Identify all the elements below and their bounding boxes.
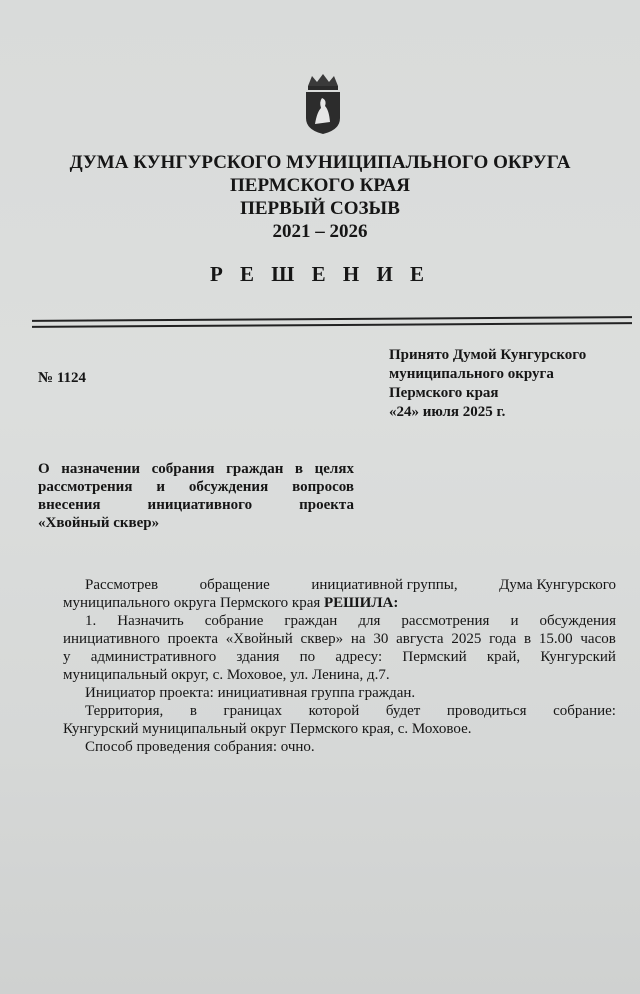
subject-line-1: О назначении собрания граждан в целях	[38, 461, 354, 477]
body-line: муниципального округа Пермского края РЕШИЛА:	[63, 595, 399, 611]
adoption-line-4: «24» июля 2025 г.	[389, 404, 506, 420]
header-line-3: ПЕРВЫЙ СОЗЫВ	[240, 198, 400, 219]
body-line: инициативного проекта «Хвойный сквер» на 30 августа 2025 года в 15.00 часов	[63, 631, 616, 647]
subject-line-2: рассмотрения и обсуждения вопросов	[38, 479, 354, 495]
header-line-2: ПЕРМСКОГО КРАЯ	[230, 175, 410, 196]
document-title: Р Е Ш Е Н И Е	[209, 262, 431, 286]
body-line: Кунгурский муниципальный округ Пермского края, с. Моховое.	[63, 721, 472, 737]
coat-of-arms-emblem	[302, 72, 344, 136]
adoption-line-1: Принято Думой Кунгурского	[389, 347, 587, 363]
adoption-info	[389, 346, 629, 422]
subject-line-4: «Хвойный сквер»	[38, 515, 160, 531]
subject-line-3: внесения инициативного проекта	[38, 497, 354, 513]
body-line: Инициатор проекта: инициативная группа граждан.	[85, 685, 416, 701]
decision-subject	[38, 460, 354, 532]
divider-rule	[32, 322, 632, 328]
resolved-keyword: РЕШИЛА:	[324, 595, 399, 611]
divider-rule	[32, 316, 632, 322]
body-line: муниципальный округ, с. Моховое, ул. Ленина, д.7.	[63, 667, 390, 683]
body-line: у административного здания по адресу: Пермский край, Кунгурский	[63, 649, 616, 665]
adoption-line-3: Пермского края	[389, 385, 499, 401]
body-line: 1. Назначить собрание граждан для рассмотрения и обсуждения	[85, 613, 616, 629]
decision-number: № 1124	[38, 370, 86, 386]
header-line-4: 2021 – 2026	[272, 221, 368, 242]
header-line-1: ДУМА КУНГУРСКОГО МУНИЦИПАЛЬНОГО ОКРУГА	[69, 152, 571, 173]
adoption-line-2: муниципального округа	[389, 366, 554, 382]
decision-body	[63, 576, 616, 756]
body-line: Способ проведения собрания: очно.	[85, 739, 315, 755]
body-line: Рассмотрев обращение инициативной группы, Дума Кунгурского	[85, 577, 616, 593]
body-line: Территория, в границах которой будет проводиться собрание:	[85, 703, 616, 719]
